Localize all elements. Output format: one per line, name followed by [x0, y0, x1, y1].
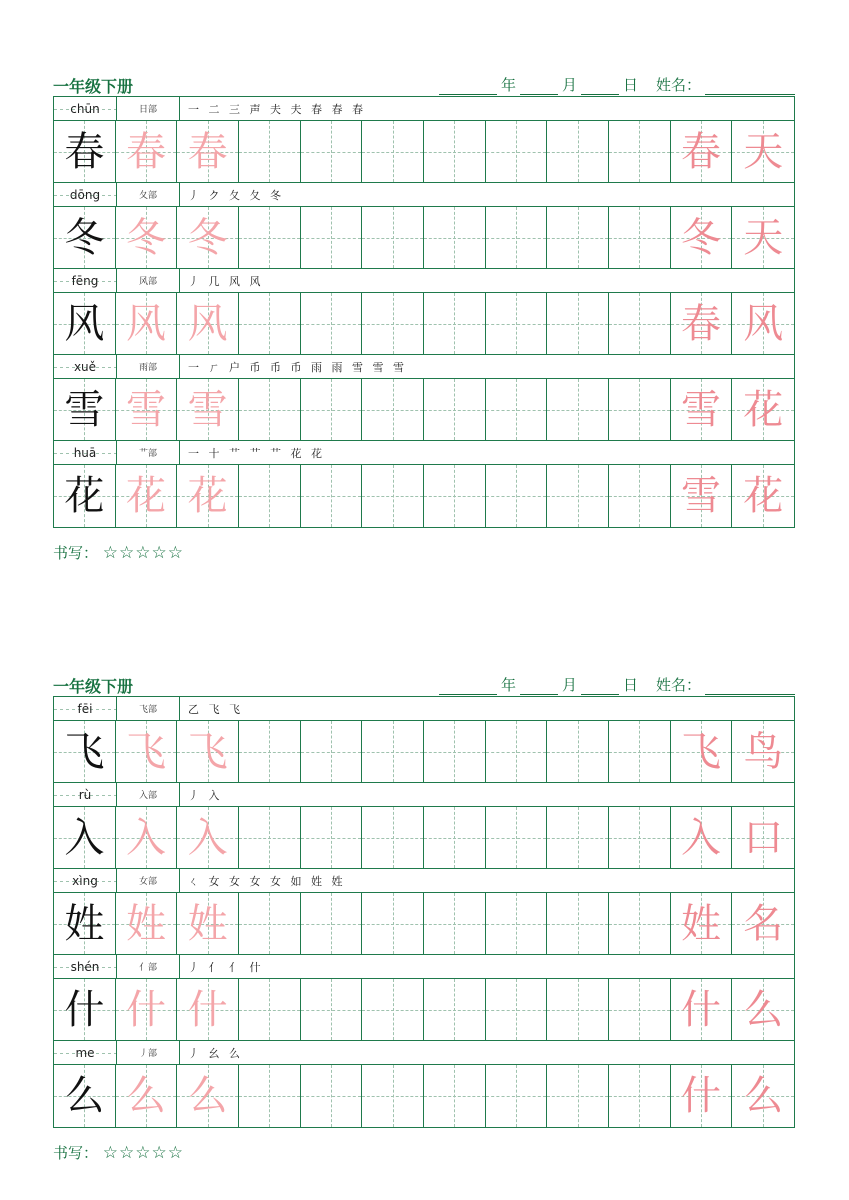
- practice-cell[interactable]: [486, 379, 548, 440]
- practice-cell[interactable]: [362, 293, 424, 354]
- writing-rating: [53, 542, 795, 563]
- practice-cell[interactable]: [609, 465, 671, 527]
- practice-cell[interactable]: [239, 293, 301, 354]
- stroke-order: 一 十 艹 艹 艹 花 花: [188, 446, 325, 460]
- practice-cell[interactable]: [424, 721, 486, 782]
- practice-cell[interactable]: [362, 1065, 424, 1127]
- stroke-order: ㄑ 女 女 女 女 如 姓 姓: [188, 874, 346, 888]
- name-blank[interactable]: [705, 78, 795, 95]
- practice-cell[interactable]: [239, 893, 301, 954]
- stroke-order: 乙 飞 飞: [188, 702, 243, 716]
- word-character: 入: [671, 807, 733, 868]
- practice-cell[interactable]: [239, 979, 301, 1040]
- practice-cell[interactable]: [239, 807, 301, 868]
- pinyin: fēi: [54, 697, 117, 720]
- practice-cell[interactable]: [301, 121, 363, 182]
- stroke-order: 丿 入: [188, 788, 223, 802]
- writing-row: [54, 465, 794, 527]
- model-character: 风: [54, 293, 116, 354]
- sheet-header: [53, 70, 795, 96]
- trace-character[interactable]: 么: [116, 1065, 178, 1127]
- practice-cell[interactable]: [362, 379, 424, 440]
- practice-grid: [53, 96, 795, 528]
- worksheet: [53, 670, 795, 1163]
- practice-cell[interactable]: [301, 721, 363, 782]
- char-info-row: [54, 783, 794, 807]
- day-blank[interactable]: [581, 678, 619, 695]
- word-character: 姓: [671, 893, 733, 954]
- practice-cell[interactable]: [547, 207, 609, 268]
- practice-cell[interactable]: [609, 893, 671, 954]
- month-label: 月: [561, 76, 577, 94]
- word-character: 什: [671, 979, 733, 1040]
- practice-cell[interactable]: [486, 293, 548, 354]
- rating-label: 书写：: [53, 1144, 99, 1162]
- practice-cell[interactable]: [362, 979, 424, 1040]
- practice-cell[interactable]: [486, 807, 548, 868]
- word-character: 花: [732, 379, 794, 440]
- pinyin: xìng: [54, 869, 117, 892]
- char-info-row: [54, 441, 794, 465]
- rating-stars[interactable]: ☆☆☆☆☆: [102, 1143, 184, 1163]
- word-character: 风: [732, 293, 794, 354]
- stroke-order: 丿 幺 么: [188, 1046, 243, 1060]
- practice-cell[interactable]: [301, 807, 363, 868]
- practice-cell[interactable]: [486, 893, 548, 954]
- writing-row: [54, 721, 794, 783]
- trace-character[interactable]: 入: [177, 807, 239, 868]
- model-character: 冬: [54, 207, 116, 268]
- practice-cell[interactable]: [424, 807, 486, 868]
- char-info-row: [54, 183, 794, 207]
- trace-character[interactable]: 花: [116, 465, 178, 527]
- practice-cell[interactable]: [486, 465, 548, 527]
- char-info-row: [54, 355, 794, 379]
- trace-character[interactable]: 入: [116, 807, 178, 868]
- practice-cell[interactable]: [239, 379, 301, 440]
- stroke-order: 一 ㄏ 户 币 币 币 雨 雨 雪 雪 雪: [188, 360, 407, 374]
- word-character: 花: [732, 465, 794, 527]
- year-label: 年: [500, 76, 516, 94]
- month-blank[interactable]: [520, 78, 558, 95]
- practice-cell[interactable]: [424, 379, 486, 440]
- trace-character[interactable]: 什: [116, 979, 178, 1040]
- practice-cell[interactable]: [486, 979, 548, 1040]
- radical: 飞部: [117, 697, 180, 720]
- pinyin: me: [54, 1041, 117, 1064]
- practice-cell[interactable]: [609, 979, 671, 1040]
- practice-cell[interactable]: [239, 121, 301, 182]
- writing-row: [54, 893, 794, 955]
- writing-row: [54, 807, 794, 869]
- day-label: 日: [622, 76, 638, 94]
- practice-cell[interactable]: [609, 121, 671, 182]
- radical: 女部: [117, 869, 180, 892]
- writing-rating: [53, 1142, 795, 1163]
- char-info-row: [54, 697, 794, 721]
- practice-cell[interactable]: [609, 293, 671, 354]
- trace-character[interactable]: 春: [177, 121, 239, 182]
- trace-character[interactable]: 花: [177, 465, 239, 527]
- rating-stars[interactable]: ☆☆☆☆☆: [102, 543, 184, 563]
- stroke-order: 丿 ク 夂 夂 冬: [188, 188, 284, 202]
- radical: 丿部: [117, 1041, 180, 1064]
- trace-character[interactable]: 风: [116, 293, 178, 354]
- model-character: 春: [54, 121, 116, 182]
- practice-cell[interactable]: [547, 979, 609, 1040]
- grade-title: 一年级下册: [53, 677, 134, 696]
- word-character: 天: [732, 121, 794, 182]
- practice-cell[interactable]: [547, 893, 609, 954]
- word-character: 名: [732, 893, 794, 954]
- practice-cell[interactable]: [301, 293, 363, 354]
- trace-character[interactable]: 姓: [177, 893, 239, 954]
- model-character: 么: [54, 1065, 116, 1127]
- month-blank[interactable]: [520, 678, 558, 695]
- practice-cell[interactable]: [239, 207, 301, 268]
- practice-cell[interactable]: [362, 207, 424, 268]
- practice-cell[interactable]: [424, 207, 486, 268]
- pinyin: dōng: [54, 183, 117, 206]
- practice-cell[interactable]: [609, 807, 671, 868]
- radical: 风部: [117, 269, 180, 292]
- worksheet: [53, 70, 795, 563]
- name-label: 姓名：: [655, 676, 701, 694]
- date-name-line: [439, 674, 795, 695]
- trace-character[interactable]: 姓: [116, 893, 178, 954]
- day-blank[interactable]: [581, 78, 619, 95]
- char-info-row: [54, 955, 794, 979]
- word-character: 雪: [671, 465, 733, 527]
- practice-cell[interactable]: [362, 807, 424, 868]
- grade-title: 一年级下册: [53, 77, 134, 96]
- practice-cell[interactable]: [301, 1065, 363, 1127]
- practice-grid: [53, 696, 795, 1128]
- trace-character[interactable]: 什: [177, 979, 239, 1040]
- practice-cell[interactable]: [424, 1065, 486, 1127]
- trace-character[interactable]: 冬: [177, 207, 239, 268]
- practice-cell[interactable]: [362, 121, 424, 182]
- practice-cell[interactable]: [301, 207, 363, 268]
- word-character: 天: [732, 207, 794, 268]
- practice-cell[interactable]: [301, 979, 363, 1040]
- practice-cell[interactable]: [547, 293, 609, 354]
- practice-cell[interactable]: [362, 465, 424, 527]
- practice-cell[interactable]: [424, 293, 486, 354]
- writing-row: [54, 207, 794, 269]
- practice-cell[interactable]: [547, 379, 609, 440]
- practice-cell[interactable]: [609, 721, 671, 782]
- word-character: 么: [732, 1065, 794, 1127]
- radical: 入部: [117, 783, 180, 806]
- practice-cell[interactable]: [301, 465, 363, 527]
- radical: 亻部: [117, 955, 180, 978]
- radical: 日部: [117, 97, 180, 120]
- practice-cell[interactable]: [547, 721, 609, 782]
- practice-cell[interactable]: [486, 721, 548, 782]
- month-label: 月: [561, 676, 577, 694]
- practice-cell[interactable]: [424, 893, 486, 954]
- day-label: 日: [622, 676, 638, 694]
- radical: 艹部: [117, 441, 180, 464]
- practice-cell[interactable]: [424, 121, 486, 182]
- writing-row: [54, 379, 794, 441]
- pinyin: chūn: [54, 97, 117, 120]
- radical: 夂部: [117, 183, 180, 206]
- writing-row: [54, 1065, 794, 1127]
- stroke-order: 一 二 三 声 夫 夫 春 春 春: [188, 102, 366, 116]
- practice-cell[interactable]: [301, 379, 363, 440]
- word-character: 飞: [671, 721, 733, 782]
- word-character: 么: [732, 979, 794, 1040]
- pinyin: rù: [54, 783, 117, 806]
- practice-cell[interactable]: [547, 1065, 609, 1127]
- pinyin: xuě: [54, 355, 117, 378]
- writing-row: [54, 121, 794, 183]
- char-info-row: [54, 97, 794, 121]
- model-character: 雪: [54, 379, 116, 440]
- word-character: 春: [671, 293, 733, 354]
- trace-character[interactable]: 么: [177, 1065, 239, 1127]
- model-character: 姓: [54, 893, 116, 954]
- trace-character[interactable]: 雪: [177, 379, 239, 440]
- word-character: 口: [732, 807, 794, 868]
- pinyin: huā: [54, 441, 117, 464]
- practice-cell[interactable]: [362, 893, 424, 954]
- model-character: 飞: [54, 721, 116, 782]
- trace-character[interactable]: 风: [177, 293, 239, 354]
- practice-cell[interactable]: [239, 1065, 301, 1127]
- trace-character[interactable]: 飞: [177, 721, 239, 782]
- trace-character[interactable]: 春: [116, 121, 178, 182]
- date-name-line: [439, 74, 795, 95]
- word-character: 鸟: [732, 721, 794, 782]
- char-info-row: [54, 869, 794, 893]
- practice-cell[interactable]: [239, 465, 301, 527]
- stroke-order: 丿 亻 亻 什: [188, 960, 264, 974]
- writing-row: [54, 979, 794, 1041]
- practice-cell[interactable]: [609, 207, 671, 268]
- word-character: 冬: [671, 207, 733, 268]
- trace-character[interactable]: 雪: [116, 379, 178, 440]
- practice-cell[interactable]: [547, 807, 609, 868]
- year-blank[interactable]: [439, 78, 497, 95]
- name-blank[interactable]: [705, 678, 795, 695]
- practice-cell[interactable]: [486, 1065, 548, 1127]
- model-character: 什: [54, 979, 116, 1040]
- year-label: 年: [500, 676, 516, 694]
- practice-cell[interactable]: [486, 121, 548, 182]
- practice-cell[interactable]: [609, 1065, 671, 1127]
- trace-character[interactable]: 冬: [116, 207, 178, 268]
- pinyin: fēng: [54, 269, 117, 292]
- practice-cell[interactable]: [486, 207, 548, 268]
- practice-cell[interactable]: [424, 979, 486, 1040]
- char-info-row: [54, 269, 794, 293]
- practice-cell[interactable]: [362, 721, 424, 782]
- radical: 雨部: [117, 355, 180, 378]
- trace-character[interactable]: 飞: [116, 721, 178, 782]
- stroke-order: 丿 几 风 风: [188, 274, 264, 288]
- model-character: 入: [54, 807, 116, 868]
- sheet-header: [53, 670, 795, 696]
- char-info-row: [54, 1041, 794, 1065]
- practice-cell[interactable]: [609, 379, 671, 440]
- rating-label: 书写：: [53, 544, 99, 562]
- practice-cell[interactable]: [547, 121, 609, 182]
- practice-cell[interactable]: [239, 721, 301, 782]
- writing-row: [54, 293, 794, 355]
- practice-cell[interactable]: [301, 893, 363, 954]
- year-blank[interactable]: [439, 678, 497, 695]
- pinyin: shén: [54, 955, 117, 978]
- model-character: 花: [54, 465, 116, 527]
- word-character: 雪: [671, 379, 733, 440]
- word-character: 春: [671, 121, 733, 182]
- name-label: 姓名：: [655, 76, 701, 94]
- practice-cell[interactable]: [424, 465, 486, 527]
- practice-cell[interactable]: [547, 465, 609, 527]
- word-character: 什: [671, 1065, 733, 1127]
